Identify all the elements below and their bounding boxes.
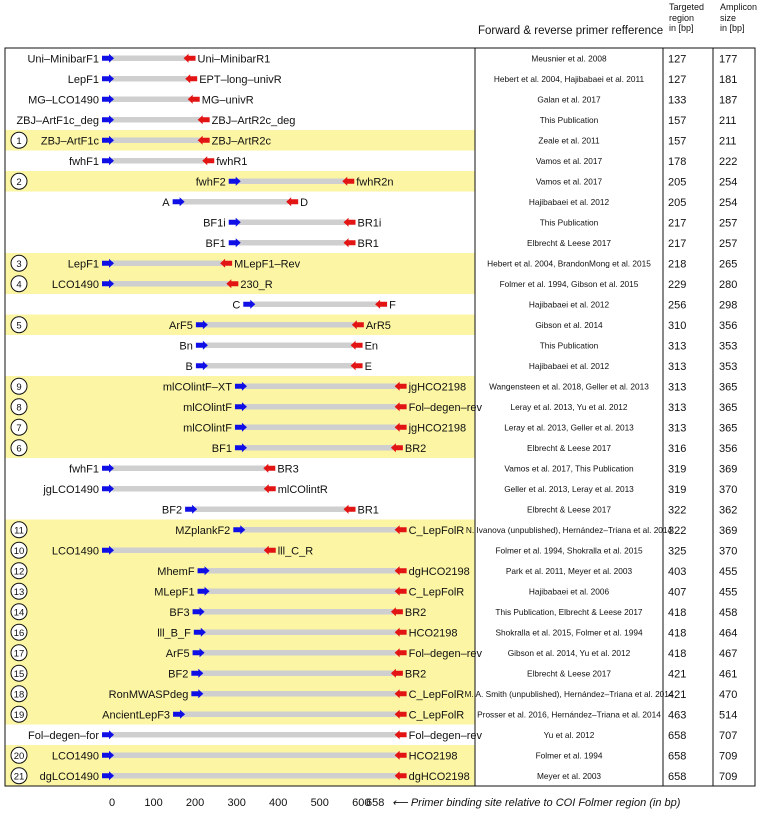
primer-row xyxy=(27,53,737,65)
reference-text: Meusnier et al. 2008 xyxy=(531,53,607,64)
targeted-region-value: 325 xyxy=(668,545,687,558)
targeted-region-value: 313 xyxy=(668,340,687,353)
forward-primer-label: mlCOlintF xyxy=(183,401,232,414)
amplicon-size-value: 257 xyxy=(719,237,738,250)
forward-primer-label: Bn xyxy=(179,340,193,353)
reverse-primer-label: C_LepFolR xyxy=(408,524,465,537)
primer-row xyxy=(162,504,737,516)
forward-primer-arrow xyxy=(196,361,208,370)
row-number: 21 xyxy=(13,771,25,783)
row-number: 19 xyxy=(13,709,25,721)
reference-text: Hebert et al. 2004, Hajibabaei et al. 2011 xyxy=(493,73,645,84)
forward-primer-label: RonMWASPdeg xyxy=(108,688,189,701)
axis-tick-label: 300 xyxy=(227,797,246,809)
reference-text: Galan et al. 2017 xyxy=(537,94,601,105)
amplicon-size-value: 265 xyxy=(719,258,738,271)
forward-primer-label: BF1i xyxy=(203,217,226,230)
reverse-primer-label: C_LepFolR xyxy=(408,688,465,701)
row-number: 13 xyxy=(13,586,25,598)
forward-primer-label: dgLCO1490 xyxy=(39,770,99,783)
forward-primer-label: LCO1490 xyxy=(51,278,99,291)
targeted-region-value: 310 xyxy=(668,319,687,332)
x-axis xyxy=(109,797,681,809)
row-number: 2 xyxy=(16,176,22,188)
reverse-primer-arrow xyxy=(351,361,363,370)
axis-tick-label: 100 xyxy=(144,797,163,809)
reference-text: Folmer et al. 1994, Shokralla et al. 2015 xyxy=(495,545,643,556)
amplicon-size-value: 369 xyxy=(719,524,738,537)
reverse-primer-arrow xyxy=(344,238,356,247)
forward-primer-label: AncientLepF3 xyxy=(102,709,171,722)
reverse-primer-arrow xyxy=(264,484,276,493)
row-number: 17 xyxy=(13,648,25,660)
forward-primer-label: fwhF2 xyxy=(195,176,226,189)
reference-text: Yu et al. 2012 xyxy=(543,729,595,740)
forward-primer-label: BF1 xyxy=(211,442,232,455)
reverse-primer-label: fwhR1 xyxy=(216,155,248,168)
forward-primer-arrow xyxy=(102,464,114,473)
primer-row xyxy=(206,238,738,250)
primer-row xyxy=(179,340,737,352)
row-number: 1 xyxy=(16,135,22,147)
targeted-region-value: 418 xyxy=(668,606,687,619)
forward-primer-label: MG–LCO1490 xyxy=(28,94,99,107)
reverse-primer-label: D xyxy=(300,196,309,209)
reverse-primer-arrow xyxy=(198,115,210,124)
primer-row xyxy=(162,197,737,209)
targeted-region-value: 658 xyxy=(668,770,687,783)
forward-primer-label: ZBJ–ArtF1c xyxy=(40,135,99,148)
reverse-primer-label: Fol–degen–rev xyxy=(408,647,483,660)
forward-primer-label: ArF5 xyxy=(165,647,190,660)
reverse-primer-arrow xyxy=(344,505,356,514)
forward-primer-label: mlCOlintF–XT xyxy=(162,381,232,394)
reverse-primer-label: jgHCO2198 xyxy=(408,422,467,435)
axis-tick-label: 600 xyxy=(352,797,371,809)
forward-primer-label: ZBJ–ArtF1c_deg xyxy=(16,114,99,127)
targeted-region-value: 229 xyxy=(668,278,687,291)
primer-row xyxy=(69,463,737,475)
reverse-primer-label: EPT–long–univR xyxy=(199,73,282,86)
amplicon-size-value: 467 xyxy=(719,647,738,660)
targeted-region-value: 217 xyxy=(668,217,687,230)
amplicon-size-value: 514 xyxy=(719,709,738,722)
primer-row xyxy=(203,217,737,229)
reverse-primer-label: BR2 xyxy=(404,442,427,455)
forward-primer-arrow xyxy=(102,95,114,104)
reverse-primer-label: MLepF1–Rev xyxy=(234,258,301,271)
targeted-region-value: 407 xyxy=(668,586,687,599)
targeted-region-value: 319 xyxy=(668,483,687,496)
targeted-header-line-3: in [bp] xyxy=(669,23,694,33)
reverse-primer-label: fwhR2n xyxy=(356,176,394,189)
reference-text: Elbrecht & Leese 2017 xyxy=(527,442,611,453)
amplicon-size-value: 362 xyxy=(719,504,738,517)
amplicon-size-value: 709 xyxy=(719,750,738,763)
amplicon-size-value: 461 xyxy=(719,668,738,681)
axis-tick-label: 658 xyxy=(366,797,385,809)
primer-row xyxy=(186,361,738,373)
targeted-region-value: 316 xyxy=(668,442,687,455)
forward-primer-arrow xyxy=(229,218,241,227)
amplicon-size-value: 181 xyxy=(719,73,738,86)
primer-row xyxy=(28,94,737,106)
forward-primer-label: LCO1490 xyxy=(51,545,99,558)
reverse-primer-label: HCO2198 xyxy=(408,627,458,640)
amplicon-size-value: 365 xyxy=(719,381,738,394)
axis-tick-label: 0 xyxy=(108,797,116,809)
forward-primer-label: LepF1 xyxy=(67,258,99,271)
reference-text: Elbrecht & Leese 2017 xyxy=(527,668,611,679)
reverse-primer-arrow xyxy=(185,74,197,83)
row-number: 11 xyxy=(14,525,24,537)
amplicon-size-value: 356 xyxy=(719,319,738,332)
amplicon-size-value: 177 xyxy=(719,53,738,66)
forward-primer-label: A xyxy=(162,196,170,209)
reference-text: This Publication xyxy=(539,340,599,351)
reverse-primer-label: 230_R xyxy=(240,278,273,291)
row-number: 7 xyxy=(16,422,22,434)
reference-text: Hajibabaei et al. 2012 xyxy=(528,196,610,207)
reverse-primer-label: Uni–MinibarR1 xyxy=(197,53,271,66)
amplicon-size-value: 353 xyxy=(719,360,738,373)
row-number: 15 xyxy=(13,668,25,680)
targeted-region-value: 205 xyxy=(668,196,687,209)
forward-primer-label: MhemF xyxy=(157,565,195,578)
amplicon-size-value: 370 xyxy=(719,483,738,496)
reference-text: Geller et al. 2013, Leray et al. 2013 xyxy=(504,483,634,494)
targeted-region-value: 313 xyxy=(668,360,687,373)
amplicon-size-value: 254 xyxy=(719,176,738,189)
forward-primer-label: BF1 xyxy=(205,237,226,250)
forward-primer-arrow xyxy=(102,54,114,63)
forward-primer-label: jgLCO1490 xyxy=(43,483,99,496)
reference-text: Prosser et al. 2016, Hernández–Triana et al. 2014 xyxy=(477,709,661,720)
reference-text: This Publication xyxy=(539,114,599,125)
reverse-primer-label: F xyxy=(389,299,396,312)
forward-primer-label: LepF1 xyxy=(67,73,99,86)
forward-primer-label: fwhF1 xyxy=(69,463,99,476)
amplicon-size-value: 455 xyxy=(719,565,738,578)
reference-text: Gibson et al. 2014, Yu et al. 2012 xyxy=(507,647,631,658)
reverse-primer-arrow xyxy=(395,730,407,739)
targeted-region-value: 127 xyxy=(668,53,687,66)
reference-text: Shokralla et al. 2015, Folmer et al. 1994 xyxy=(495,627,643,638)
amplicon-header-line-1: Amplicon xyxy=(720,2,758,12)
row-number: 8 xyxy=(16,402,22,414)
reference-header: Forward & reverse primer refference xyxy=(478,25,664,37)
amplicon-size-value: 254 xyxy=(719,196,738,209)
primer-row xyxy=(232,299,737,311)
reverse-primer-arrow xyxy=(375,300,387,309)
reverse-primer-label: BR2 xyxy=(404,668,427,681)
reference-text: Wangensteen et al. 2018, Geller et al. 2013 xyxy=(489,381,649,392)
targeted-region-value: 256 xyxy=(668,299,687,312)
targeted-region-value: 463 xyxy=(668,709,687,722)
forward-primer-arrow xyxy=(229,238,241,247)
forward-primer-label: C xyxy=(232,299,241,312)
reference-text: Folmer et al. 1994 xyxy=(535,750,603,761)
targeted-region-value: 418 xyxy=(668,647,687,660)
reference-text: Hajibabaei et al. 2012 xyxy=(528,299,610,310)
row-number: 4 xyxy=(16,279,22,291)
primer-row xyxy=(28,730,737,742)
targeted-header-line-2: region xyxy=(669,12,695,23)
reverse-primer-arrow xyxy=(344,218,356,227)
targeted-region-value: 319 xyxy=(668,463,687,476)
targeted-region-value: 421 xyxy=(668,668,687,681)
forward-primer-label: mlCOlintF xyxy=(183,422,232,435)
amplicon-size-value: 211 xyxy=(719,135,737,148)
reverse-primer-label: BR2 xyxy=(404,606,427,619)
forward-primer-arrow xyxy=(102,484,114,493)
forward-primer-arrow xyxy=(102,156,114,165)
targeted-region-value: 313 xyxy=(668,401,687,414)
amplicon-size-value: 257 xyxy=(719,217,738,230)
axis-tick-label: 400 xyxy=(269,797,288,809)
reverse-primer-arrow xyxy=(202,156,214,165)
amplicon-size-value: 298 xyxy=(719,299,738,312)
reference-text: This Publication, Elbrecht & Leese 2017 xyxy=(495,606,643,617)
reference-text: Zeale et al. 2011 xyxy=(538,135,600,146)
axis-label: ⟵ Primer binding site relative to COI Folmer region (in bp) xyxy=(392,797,681,809)
targeted-region-value: 322 xyxy=(668,504,687,517)
forward-primer-arrow xyxy=(173,197,185,206)
reverse-primer-label: MG–univR xyxy=(201,94,254,107)
reverse-primer-label: BR1i xyxy=(357,217,382,230)
targeted-region-value: 403 xyxy=(668,565,687,578)
reference-text: Meyer et al. 2003 xyxy=(536,770,602,781)
reverse-primer-label: dgHCO2198 xyxy=(408,565,470,578)
reverse-primer-label: Fol–degen–rev xyxy=(408,401,483,414)
reverse-primer-label: BR3 xyxy=(277,463,299,476)
targeted-region-value: 217 xyxy=(668,237,687,250)
reference-text: M. A. Smith (unpublished), Hernández–Triana et al. 2014 xyxy=(464,688,674,699)
targeted-region-value: 127 xyxy=(668,73,687,86)
reverse-primer-arrow xyxy=(188,95,200,104)
targeted-region-value: 313 xyxy=(668,422,687,435)
reference-text: Elbrecht & Leese 2017 xyxy=(527,237,611,248)
primer-row xyxy=(42,484,737,496)
forward-primer-label: LCO1490 xyxy=(51,750,99,763)
primer-row xyxy=(68,74,738,86)
targeted-region-value: 205 xyxy=(668,176,687,189)
reverse-primer-label: HCO2198 xyxy=(408,750,458,763)
amplicon-size-value: 365 xyxy=(719,422,738,435)
reverse-primer-label: C_LepFolR xyxy=(408,586,465,599)
forward-primer-arrow xyxy=(196,341,208,350)
reverse-primer-label: Fol–degen–rev xyxy=(408,729,483,742)
forward-primer-label: Uni–MinibarF1 xyxy=(27,53,99,66)
forward-primer-label: ArF5 xyxy=(169,319,193,332)
reverse-primer-label: ZBJ–ArtR2c xyxy=(211,135,271,148)
row-number: 20 xyxy=(13,750,25,762)
targeted-region-value: 418 xyxy=(668,627,687,640)
row-number: 12 xyxy=(13,566,25,578)
reverse-primer-label: mlCOlintR xyxy=(277,483,328,496)
reverse-primer-label: C_LepFolR xyxy=(408,709,465,722)
reference-text: Vamos et al. 2017 xyxy=(535,155,603,166)
targeted-region-value: 658 xyxy=(668,729,687,742)
reverse-primer-arrow xyxy=(184,54,196,63)
targeted-region-value: 157 xyxy=(668,114,687,127)
reference-text: This Publication xyxy=(539,217,599,228)
reverse-primer-arrow xyxy=(351,341,363,350)
amplicon-size-value: 458 xyxy=(719,606,738,619)
forward-primer-label: MZplankF2 xyxy=(175,524,231,537)
forward-primer-label: BF2 xyxy=(168,668,189,681)
forward-primer-label: B xyxy=(185,360,193,373)
reverse-primer-label: E xyxy=(364,360,372,373)
forward-primer-label: Fol–degen–for xyxy=(28,729,99,742)
targeted-region-value: 218 xyxy=(668,258,687,271)
targeted-region-value: 313 xyxy=(668,381,687,394)
amplicon-size-value: 709 xyxy=(719,770,738,783)
amplicon-size-value: 187 xyxy=(719,94,738,107)
reverse-primer-label: ZBJ–ArtR2c_deg xyxy=(211,114,296,127)
reverse-primer-label: jgHCO2198 xyxy=(408,381,467,394)
reference-text: Vamos et al. 2017, This Publication xyxy=(504,463,634,474)
amplicon-size-value: 365 xyxy=(719,401,738,414)
targeted-header-line-1: Targeted xyxy=(669,2,705,12)
reverse-primer-arrow xyxy=(286,197,298,206)
row-number: 18 xyxy=(13,689,25,701)
reference-text: Elbrecht & Leese 2017 xyxy=(527,504,611,515)
amplicon-size-value: 356 xyxy=(719,442,738,455)
targeted-region-value: 658 xyxy=(668,750,687,763)
forward-primer-label: BF3 xyxy=(169,606,190,619)
targeted-region-value: 157 xyxy=(668,135,687,148)
reverse-primer-label: lll_C_R xyxy=(277,545,314,558)
targeted-region-value: 178 xyxy=(668,155,687,168)
forward-primer-label: fwhF1 xyxy=(69,155,99,168)
targeted-region-value: 421 xyxy=(668,688,687,701)
amplicon-size-value: 222 xyxy=(719,155,738,168)
primer-row xyxy=(69,156,737,168)
forward-primer-arrow xyxy=(185,505,197,514)
forward-primer-arrow xyxy=(102,115,114,124)
reverse-primer-label: dgHCO2198 xyxy=(408,770,470,783)
axis-tick-label: 200 xyxy=(185,797,205,809)
amplicon-size-value: 464 xyxy=(719,627,738,640)
primer-row xyxy=(16,115,736,127)
targeted-region-value: 322 xyxy=(668,524,687,537)
row-number: 5 xyxy=(16,320,22,332)
amplicon-size-value: 370 xyxy=(719,545,738,558)
amplicon-size-value: 353 xyxy=(719,340,738,353)
row-number: 9 xyxy=(16,381,22,393)
reverse-primer-label: ArR5 xyxy=(365,319,391,332)
forward-primer-label: BF2 xyxy=(161,504,183,517)
row-number: 14 xyxy=(13,607,25,619)
reference-text: Hajibabaei et al. 2012 xyxy=(528,360,610,371)
reference-text: Hebert et al. 2004, BrandonMong et al. 2015 xyxy=(487,258,651,269)
amplicon-size-value: 211 xyxy=(719,114,737,127)
amplicon-size-value: 470 xyxy=(719,688,738,701)
reverse-primer-label: BR1 xyxy=(357,504,379,517)
row-number: 16 xyxy=(13,627,25,639)
reference-text: Folmer et al. 1994, Gibson et al. 2015 xyxy=(499,278,639,289)
forward-primer-arrow xyxy=(102,74,114,83)
forward-primer-arrow xyxy=(102,730,114,739)
reference-text: Gibson et al. 2014 xyxy=(535,319,603,330)
amplicon-size-value: 369 xyxy=(719,463,738,476)
reverse-primer-label: BR1 xyxy=(357,237,379,250)
row-number: 6 xyxy=(16,443,22,455)
row-number: 10 xyxy=(13,545,25,557)
amplicon-size-value: 455 xyxy=(719,586,738,599)
row-number: 3 xyxy=(16,258,22,270)
targeted-region-value: 133 xyxy=(668,94,687,107)
forward-primer-arrow xyxy=(243,300,255,309)
axis-tick-label: 500 xyxy=(310,797,329,809)
reference-text: Hajibabaei et al. 2006 xyxy=(528,586,610,597)
amplicon-size-value: 707 xyxy=(719,729,738,742)
forward-primer-label: lll_B_F xyxy=(157,627,191,640)
reference-text: N. Ivanova (unpublished), Hernández–Triana et al. 2014 xyxy=(465,524,673,535)
reverse-primer-label: En xyxy=(364,340,379,353)
reference-text: Leray et al. 2013, Geller et al. 2013 xyxy=(504,422,634,433)
reference-text: Park et al. 2011, Meyer et al. 2003 xyxy=(505,565,633,576)
amplicon-header-line-2: size xyxy=(720,12,737,23)
reference-text: Leray et al. 2013, Yu et al. 2012 xyxy=(510,401,628,412)
forward-primer-label: MLepF1 xyxy=(154,586,195,599)
reference-text: Vamos et al. 2017 xyxy=(535,176,603,187)
amplicon-header-line-3: in [bp] xyxy=(720,23,745,33)
amplicon-size-value: 280 xyxy=(719,278,738,291)
reverse-primer-arrow xyxy=(263,464,275,473)
